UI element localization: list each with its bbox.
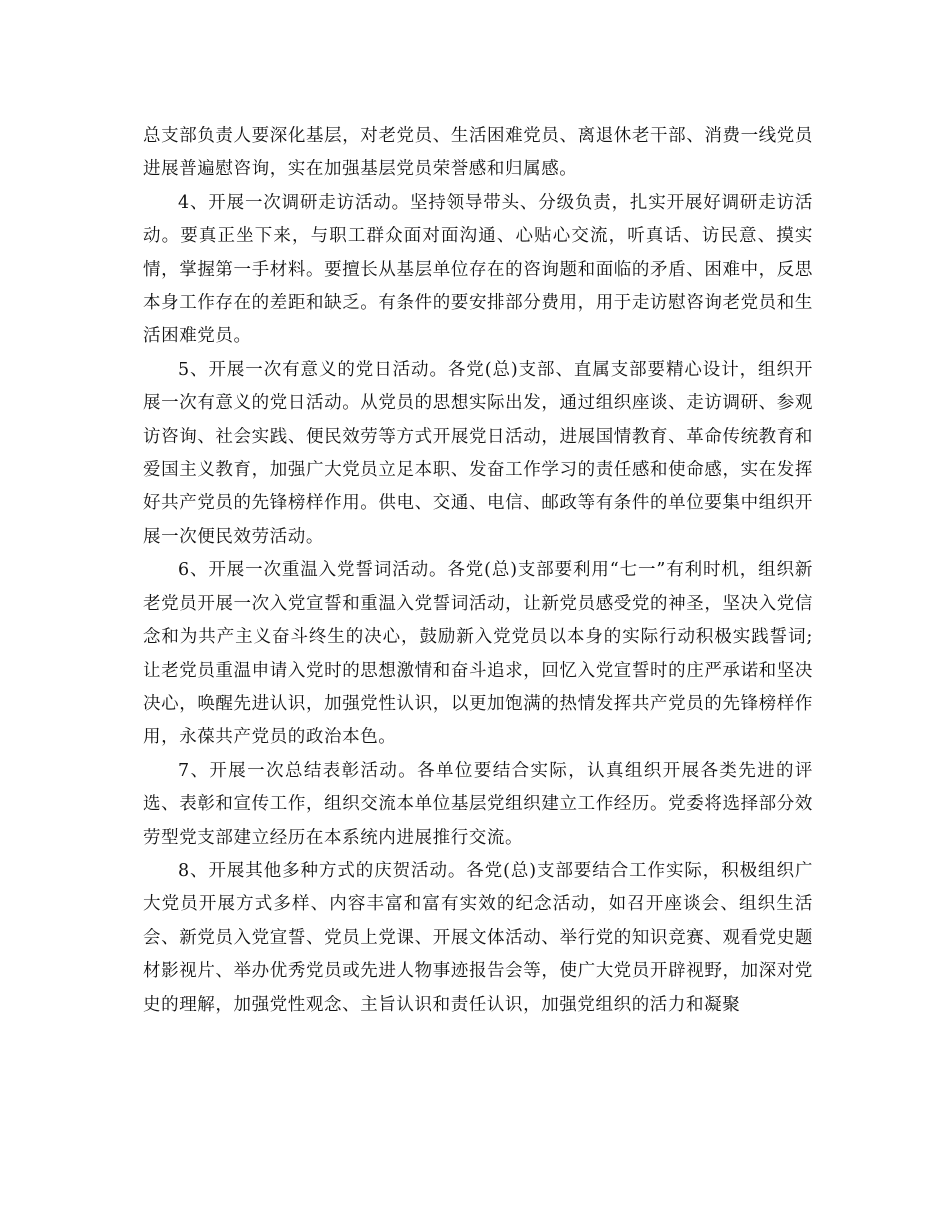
- paragraph-item-7: 7、开展一次总结表彰活动。各单位要结合实际，认真组织开展各类先进的评选、表彰和宣传工作，组织交流本单位基层党组织建立工作经历。党委将选择部分效劳型党支部建立经历在本系统内进展推行交流。: [143, 760, 813, 848]
- paragraph-item-8: 8、开展其他多种方式的庆贺活动。各党(总)支部要结合工作实际，积极组织广大党员开展方式多样、内容丰富和富有实效的纪念活动，如召开座谈会、组织生活会、新党员入党宣誓、党员上党课、开展文体活动、举行党的知识竞赛、观看党史题材影视片、举办优秀党员或先进人物事迹报告会等，使广大党员开辟视野，加深对党史的理解，加强党性观念、主旨认识和责任认识，加强党组织的活力和凝聚: [143, 860, 813, 1015]
- paragraph-item-4: 4、开展一次调研走访活动。坚持领导带头、分级负责，扎实开展好调研走访活动。要真正坐下来，与职工群众面对面沟通、心贴心交流，听真话、访民意、摸实情，掌握第一手材料。要擅长从基层单位存在的咨询题和面临的矛盾、困难中，反思本身工作存在的差距和缺乏。有条件的要安排部分费用，用于走访慰咨询老党员和生活困难党员。: [143, 192, 813, 347]
- document-body: [143, 120, 813, 1022]
- paragraph-item-6: 6、开展一次重温入党誓词活动。各党(总)支部要利用“七一”有利时机，组织新老党员开展一次入党宣誓和重温入党誓词活动，让新党员感受党的神圣，坚决入党信念和为共产主义奋斗终生的决心，鼓励新入党党员以本身的实际行动积极实践誓词;让老党员重温申请入党时的思想激情和奋斗追求，回忆入党宣誓时的庄严承诺和坚决决心，唤醒先进认识，加强党性认识，以更加饱满的热情发挥共产党员的先锋榜样作用，永葆共产党员的政治本色。: [143, 560, 813, 748]
- paragraph-item-5: 5、开展一次有意义的党日活动。各党(总)支部、直属支部要精心设计，组织开展一次有意义的党日活动。从党员的思想实际出发，通过组织座谈、走访调研、参观访咨询、社会实践、便民效劳等方式开展党日活动，进展国情教育、革命传统教育和爱国主义教育，加强广大党员立足本职、发奋工作学习的责任感和使命感，实在发挥好共产党员的先锋榜样作用。供电、交通、电信、邮政等有条件的单位要集中组织开展一次便民效劳活动。: [143, 359, 813, 547]
- paragraph-continuation: 总支部负责人要深化基层，对老党员、生活困难党员、离退休老干部、消费一线党员进展普遍慰咨询，实在加强基层党员荣誉感和归属感。: [143, 126, 813, 180]
